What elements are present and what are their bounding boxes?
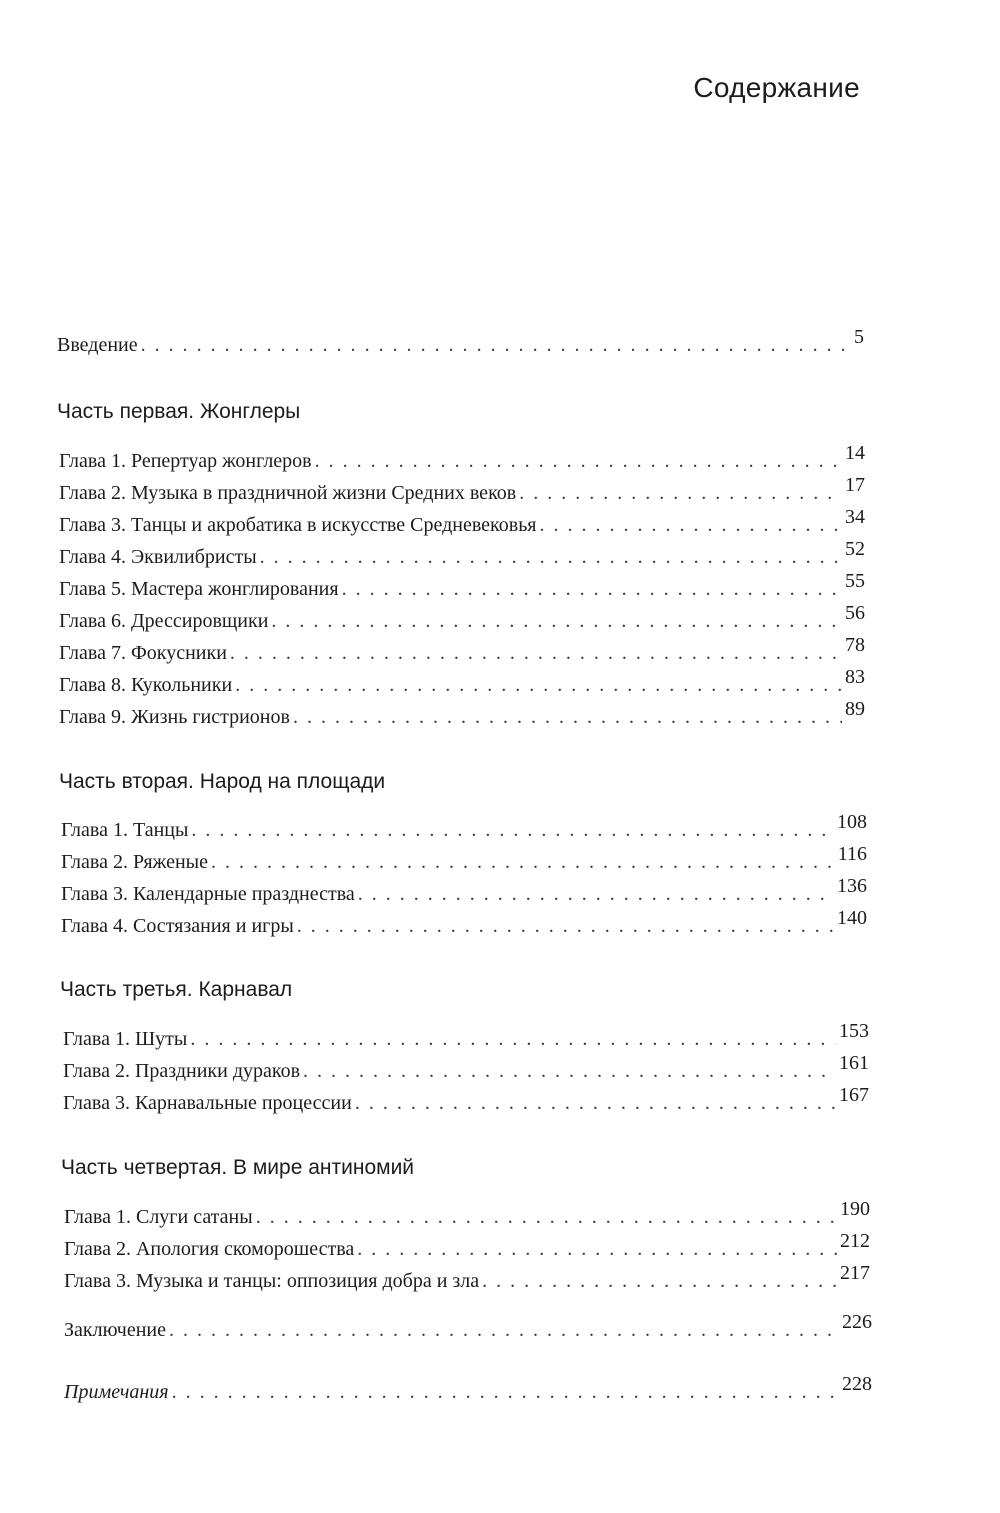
toc-entry-page: 217: [840, 1262, 870, 1284]
toc-entry[interactable]: [64, 1262, 870, 1293]
toc-entry-page: 153: [839, 1020, 869, 1042]
toc-entry-label: Глава 4. Состязания и игры: [61, 915, 294, 937]
toc-entry-label: Глава 4. Эквилибристы: [59, 546, 257, 568]
toc-entry-page: 212: [840, 1230, 870, 1252]
toc-entry-page: 55: [845, 570, 865, 592]
toc-entry-conclusion[interactable]: [64, 1311, 872, 1342]
toc-entry-label: Глава 7. Фокусники: [59, 642, 227, 664]
toc-entry[interactable]: [59, 506, 865, 537]
toc-entry-page: 78: [845, 634, 865, 656]
dot-leader: [355, 1091, 836, 1115]
dot-leader: [235, 673, 842, 697]
dot-leader: [342, 577, 842, 601]
part-heading-3: Часть третья. Карнавал: [60, 978, 293, 1001]
toc-entry-page: 226: [842, 1311, 872, 1333]
toc-entry-label: Глава 2. Музыка в праздничной жизни Средних веков: [59, 482, 517, 504]
toc-entry-label: Примечания: [64, 1381, 169, 1403]
toc-entry[interactable]: [64, 1198, 870, 1229]
toc-entry[interactable]: [59, 538, 865, 569]
toc-entry-label: Глава 5. Мастера жонглирования: [59, 578, 339, 600]
toc-entry[interactable]: [61, 811, 867, 842]
dot-leader: [303, 1059, 836, 1083]
toc-entry-label: Глава 3. Музыка и танцы: оппозиция добра и зла: [64, 1270, 480, 1292]
dot-leader: [260, 545, 842, 569]
dot-leader: [315, 449, 842, 473]
dot-leader: [540, 513, 842, 537]
toc-entry-label: Глава 3. Танцы и акробатика в искусстве Средневековья: [59, 514, 537, 536]
toc-entry[interactable]: [64, 1230, 870, 1261]
toc-entry[interactable]: [61, 907, 867, 938]
part-heading-1: Часть первая. Жонглеры: [57, 400, 301, 423]
dot-leader: [191, 818, 834, 842]
toc-entry-label: Глава 8. Кукольники: [59, 674, 233, 696]
dot-leader: [256, 1205, 837, 1229]
toc-entry-page: 228: [842, 1373, 872, 1395]
toc-entry[interactable]: [59, 474, 865, 505]
toc-entry-label: Введение: [57, 334, 138, 356]
toc-entry[interactable]: [59, 442, 865, 473]
toc-entry-label: Глава 2. Праздники дураков: [63, 1060, 301, 1082]
toc-entry-page: 52: [845, 538, 865, 560]
dot-leader: [190, 1027, 836, 1051]
dot-leader: [169, 1318, 839, 1342]
dot-leader: [519, 481, 842, 505]
toc-entry[interactable]: [63, 1020, 869, 1051]
toc-entry[interactable]: [61, 875, 867, 906]
toc-entry-label: Глава 2. Апология скоморошества: [64, 1238, 355, 1260]
dot-leader: [172, 1380, 839, 1404]
toc-entry-page: 34: [845, 506, 865, 528]
toc-entry-page: 17: [845, 474, 865, 496]
dot-leader: [293, 705, 842, 729]
toc-entry-page: 140: [837, 907, 867, 929]
part-heading-4: Часть четвертая. В мире антиномий: [61, 1156, 415, 1179]
toc-entry[interactable]: [59, 570, 865, 601]
toc-entry-notes[interactable]: [64, 1373, 872, 1404]
toc-entry-page: 190: [840, 1198, 870, 1220]
dot-leader: [357, 1237, 837, 1261]
toc-entry-page: 116: [837, 843, 867, 865]
toc-entry[interactable]: [59, 698, 865, 729]
toc-entry-label: Глава 1. Слуги сатаны: [64, 1206, 253, 1228]
toc-entry-page: 5: [854, 326, 864, 348]
toc-entry[interactable]: [61, 843, 867, 874]
toc-entry[interactable]: [63, 1084, 869, 1115]
toc-entry-page: 161: [839, 1052, 869, 1074]
toc-entry-label: Глава 2. Ряженые: [61, 851, 208, 873]
dot-leader: [482, 1269, 837, 1293]
toc-entry[interactable]: [63, 1052, 869, 1083]
toc-entry[interactable]: [59, 634, 865, 665]
toc-entry[interactable]: [59, 602, 865, 633]
toc-entry-page: 136: [837, 875, 867, 897]
toc-entry-intro[interactable]: [57, 326, 864, 357]
toc-entry-page: 89: [845, 698, 865, 720]
toc-entry-label: Глава 3. Карнавальные процессии: [63, 1092, 352, 1114]
toc-entry-page: 108: [837, 811, 867, 833]
toc-entry-page: 167: [839, 1084, 869, 1106]
dot-leader: [230, 641, 842, 665]
toc-entry-page: 14: [845, 442, 865, 464]
page-title: Содержание: [693, 72, 860, 103]
dot-leader: [297, 914, 834, 938]
toc-entry-page: 83: [845, 666, 865, 688]
dot-leader: [141, 333, 851, 357]
toc-entry-label: Глава 9. Жизнь гистрионов: [59, 706, 290, 728]
dot-leader: [271, 609, 842, 633]
toc-entry-label: Глава 1. Шуты: [63, 1028, 188, 1050]
dot-leader: [358, 882, 834, 906]
part-heading-2: Часть вторая. Народ на площади: [59, 770, 386, 793]
toc-entry-label: Глава 3. Календарные празднества: [61, 883, 355, 905]
toc-entry-label: Глава 1. Репертуар жонглеров: [59, 450, 312, 472]
toc-entry-label: Глава 1. Танцы: [61, 819, 189, 841]
toc-entry-page: 56: [845, 602, 865, 624]
toc-entry-label: Глава 6. Дрессировщики: [59, 610, 269, 632]
toc-entry[interactable]: [59, 666, 865, 697]
toc-entry-label: Заключение: [64, 1319, 166, 1341]
dot-leader: [211, 850, 835, 874]
